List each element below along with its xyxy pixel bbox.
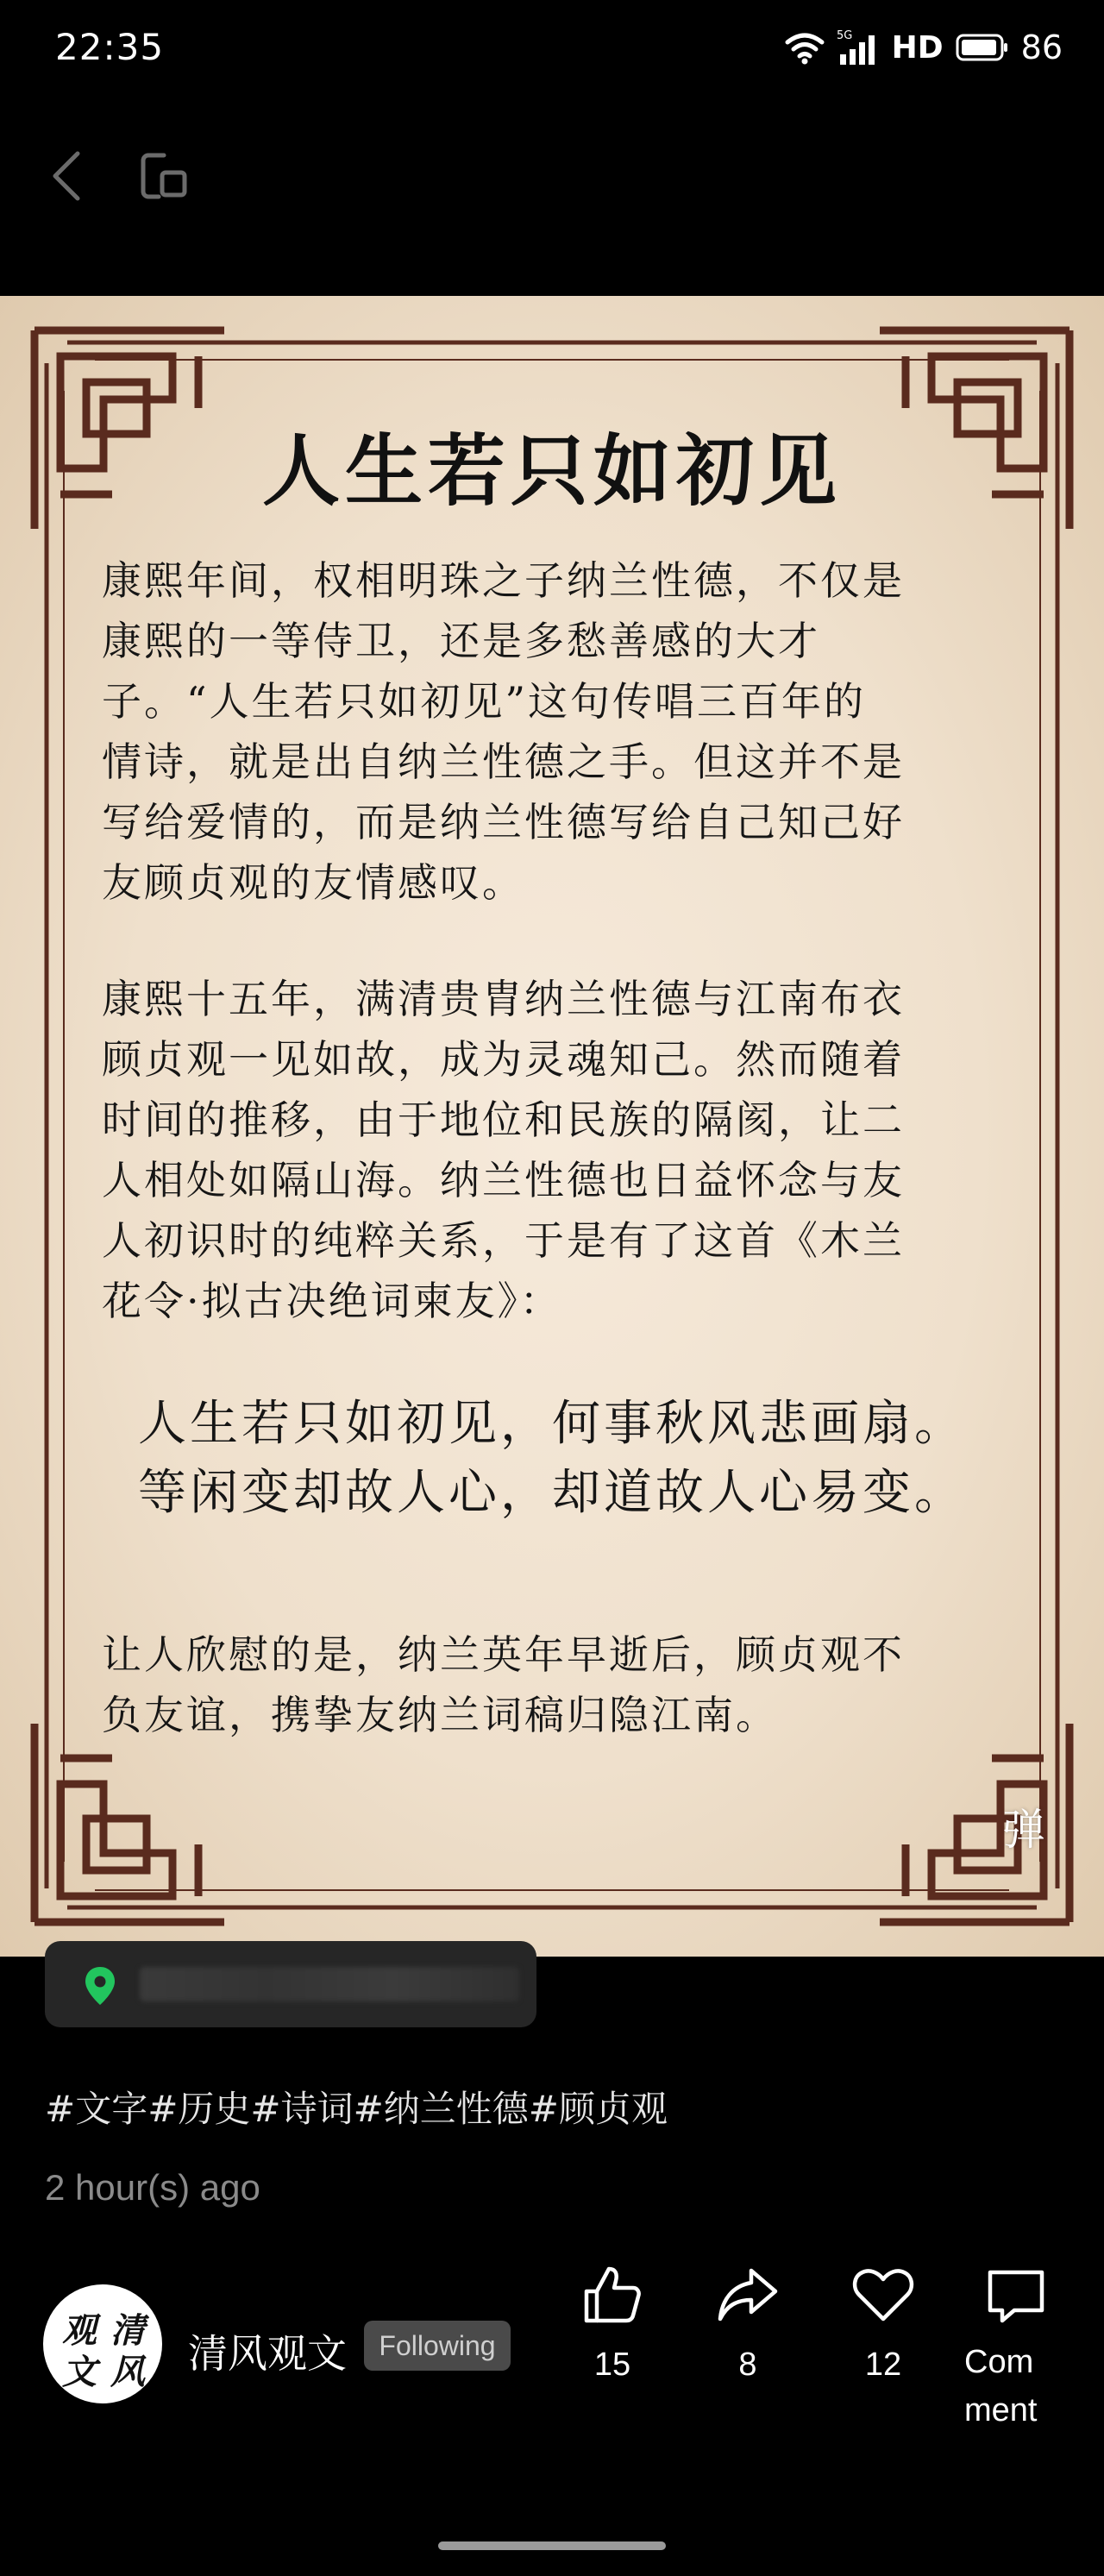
share-button[interactable] <box>696 2262 800 2384</box>
avatar-char-4: 文 <box>62 2352 97 2392</box>
comment-label: Comment <box>964 2344 1038 2428</box>
network-label: 5G <box>836 29 852 42</box>
wifi-icon <box>785 30 825 65</box>
comment-button[interactable] <box>956 2262 1076 2435</box>
poem-verse: 人生若只如初见，何事秋风悲画扇。 等闲变却故人心，却道故人心易变。 <box>138 1396 966 1521</box>
share-arrow-icon <box>715 2262 781 2328</box>
hd-indicator: HD <box>891 29 944 66</box>
battery-level: 86 <box>1020 28 1063 66</box>
post-paragraph-1: 康熙年间，权相明珠之子纳兰性德，不仅是 康熙的一等侍卫，还是多愁善感的大才 子。“人生若只如初见”这句传唱三百年的 情诗，就是出自纳兰性德之手。但这并不是 写给爱情的，而是纳兰性德写给自己知己好 友顾贞观的友情感叹。 <box>102 557 905 906</box>
favorite-button[interactable] <box>831 2262 935 2384</box>
share-count: 8 <box>738 2347 757 2383</box>
avatar[interactable] <box>43 2284 162 2403</box>
thumbs-up-icon <box>580 2262 645 2328</box>
home-indicator[interactable] <box>438 2541 666 2550</box>
like-count: 15 <box>593 2347 631 2383</box>
post-paragraph-2: 康熙十五年，满清贵胄纳兰性德与江南布衣 顾贞观一见如故，成为灵魂知己。然而随着 时间的推移，由于地位和民族的隔阂，让二 人相处如隔山海。纳兰性德也日益怀念与友 人初识时的纯粹关系，于是有了这首《木兰 花令·拟古决绝词柬友》： <box>102 976 905 1324</box>
location-pin-icon <box>83 1965 117 2007</box>
status-time: 22:35 <box>55 26 165 68</box>
chevron-left-icon[interactable] <box>34 141 104 210</box>
post-image[interactable] <box>0 296 1104 1957</box>
clip-screen-icon[interactable] <box>129 141 198 210</box>
favorite-count: 12 <box>864 2347 902 2383</box>
danmaku-toggle-button[interactable]: 弹 <box>1002 1805 1045 1855</box>
post-time: 2 hour(s) ago <box>45 2167 260 2208</box>
avatar-char-3: 观 <box>62 2310 97 2351</box>
following-button[interactable]: Following <box>364 2321 511 2371</box>
status-bar <box>0 0 1104 104</box>
nav-bar <box>0 121 1104 224</box>
avatar-char-1: 清 <box>110 2310 145 2351</box>
comment-icon <box>983 2262 1049 2328</box>
post-paragraph-3: 让人欣慰的是，纳兰英年早逝后，顾贞观不 负友谊，携挚友纳兰词稿归隐江南。 <box>102 1631 905 1738</box>
location-text <box>140 1967 519 2001</box>
hashtags[interactable]: #文字#历史#诗词#纳兰性德#顾贞观 <box>45 2088 668 2130</box>
avatar-char-2: 风 <box>110 2352 145 2392</box>
like-button[interactable] <box>561 2262 664 2384</box>
heart-icon <box>850 2262 916 2328</box>
battery-icon <box>956 33 1009 62</box>
poem-title: 人生若只如初见 <box>262 425 842 517</box>
author-name[interactable]: 清风观文 <box>188 2330 347 2377</box>
signal-icon <box>837 28 880 66</box>
status-indicators <box>785 26 1063 69</box>
location-chip[interactable] <box>45 1941 536 2027</box>
